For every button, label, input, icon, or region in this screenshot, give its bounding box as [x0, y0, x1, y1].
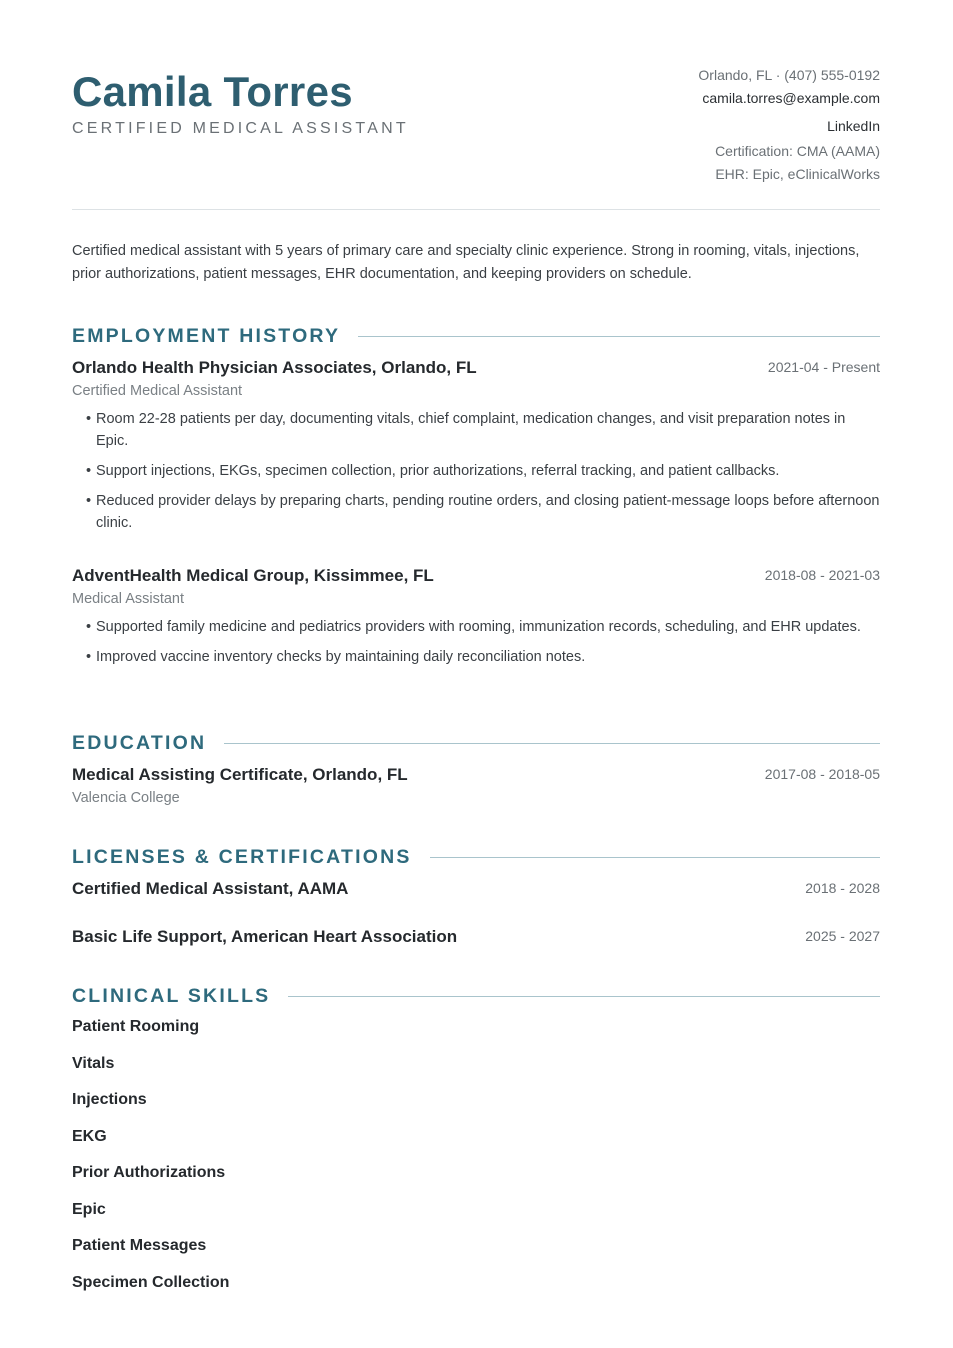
- skill-item: Vitals: [72, 1054, 115, 1072]
- job-bullet: • Room 22-28 patients per day, documenting vitals, chief complaint, medication changes, and visit preparation notes in Epic.: [86, 408, 880, 452]
- job-role: Certified Medical Assistant: [72, 383, 243, 399]
- resume-header: [72, 0, 880, 210]
- job-entry: [72, 358, 880, 542]
- section-divider: [358, 336, 880, 337]
- job-dates: 2021-04 - Present: [767, 359, 880, 375]
- job-bullet: • Reduced provider delays by preparing charts, pending routine orders, and closing patient-message loops before afternoon clinic.: [86, 490, 880, 534]
- section-title: LICENSES & CERTIFICATIONS: [72, 845, 412, 868]
- job-bullet: • Improved vaccine inventory checks by maintaining daily reconciliation notes.: [86, 646, 880, 668]
- job-entry: [72, 566, 880, 676]
- skill-item: Prior Authorizations: [72, 1164, 226, 1181]
- candidate-name: Camila Torres: [72, 68, 353, 115]
- section-title: CLINICAL SKILLS: [72, 984, 271, 1007]
- job-bullet: • Supported family medicine and pediatrics providers with rooming, immunization records, scheduling, and EHR updates.: [86, 616, 880, 638]
- skill-item: Patient Messages: [72, 1237, 207, 1254]
- job-bullets: [72, 408, 880, 534]
- resume-page: [72, 0, 880, 1291]
- section-header: [72, 731, 880, 755]
- job-employer: Orlando Health Physician Associates, Orlando, FL: [72, 358, 477, 377]
- email-link[interactable]: camila.torres@example.com: [702, 90, 880, 106]
- certification-info: Certification: CMA (AAMA): [715, 143, 880, 159]
- section-divider: [288, 996, 880, 997]
- education-school: Valencia College: [72, 790, 180, 806]
- license-title: Certified Medical Assistant, AAMA: [72, 879, 349, 898]
- skills-list: [72, 1018, 229, 1310]
- skill-item: EKG: [72, 1127, 107, 1145]
- education-dates: 2017-08 - 2018-05: [764, 766, 880, 782]
- skill-item: Patient Rooming: [72, 1018, 200, 1035]
- linkedin-link[interactable]: LinkedIn: [827, 118, 880, 134]
- section-header: [72, 324, 880, 348]
- license-entry: [72, 879, 880, 899]
- education-entry: [72, 765, 880, 806]
- skills-section: [72, 984, 880, 1008]
- license-entry: [72, 927, 880, 947]
- job-employer: AdventHealth Medical Group, Kissimmee, FL: [72, 566, 434, 585]
- section-title: EDUCATION: [72, 731, 207, 754]
- section-divider: [224, 743, 880, 744]
- skill-item: Injections: [72, 1091, 147, 1108]
- education-section: [72, 731, 880, 755]
- license-dates: 2018 - 2028: [805, 880, 880, 896]
- job-bullet: • Support injections, EKGs, specimen collection, prior authorizations, referral tracking, and patient callbacks.: [86, 460, 880, 482]
- section-header: [72, 845, 880, 869]
- skill-item: Specimen Collection: [72, 1273, 230, 1291]
- profile-summary: Certified medical assistant with 5 years of primary care and specialty clinic experience. Strong in rooming, vitals, injections, prior authorizations, patient messages, EHR documentation, and keeping providers on schedule.: [72, 243, 860, 282]
- skill-item: Epic: [72, 1200, 106, 1218]
- licenses-section: [72, 845, 880, 869]
- candidate-title: CERTIFIED MEDICAL ASSISTANT: [72, 120, 409, 137]
- section-header: [72, 984, 880, 1008]
- section-divider: [430, 857, 880, 858]
- section-title: EMPLOYMENT HISTORY: [72, 324, 341, 347]
- license-title: Basic Life Support, American Heart Association: [72, 927, 458, 946]
- location-phone: Orlando, FL · (407) 555-0192: [698, 67, 880, 83]
- contact-block: [698, 67, 880, 182]
- license-dates: 2025 - 2027: [805, 928, 880, 944]
- education-program: Medical Assisting Certificate, Orlando, FL: [72, 765, 408, 784]
- job-dates: 2018-08 - 2021-03: [764, 567, 880, 583]
- job-role: Medical Assistant: [72, 591, 185, 607]
- employment-section: [72, 324, 880, 348]
- ehr-info: EHR: Epic, eClinicalWorks: [715, 166, 880, 182]
- job-bullets: [72, 616, 880, 668]
